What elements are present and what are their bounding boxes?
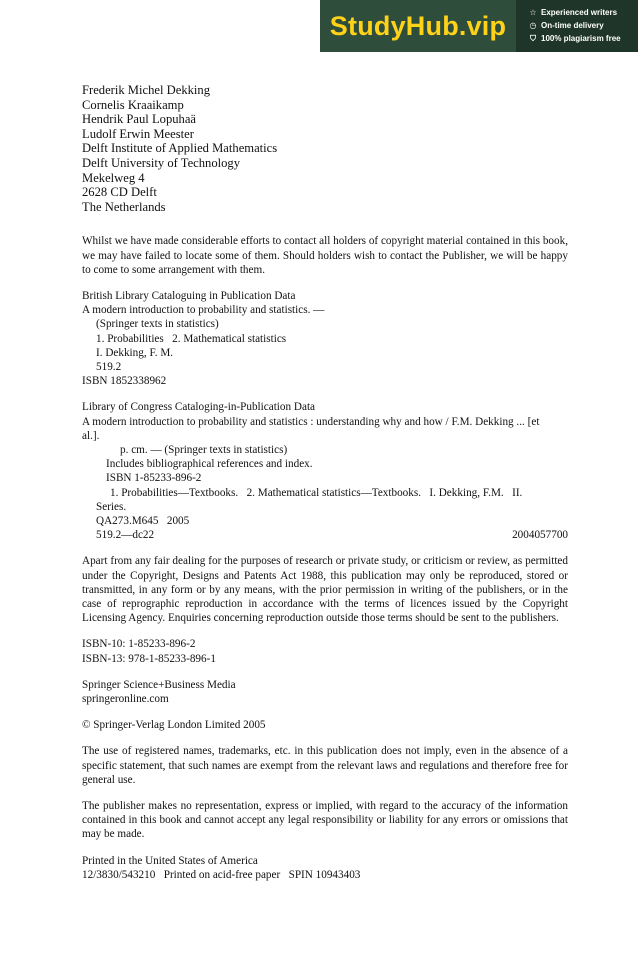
copyright-notice: © Springer-Verlag London Limited 2005 xyxy=(82,719,266,732)
copyright-page xyxy=(82,83,568,882)
bl-heading: British Library Cataloguing in Publication Data xyxy=(82,289,296,302)
publisher-block xyxy=(82,678,568,706)
loc-title-cont: al.]. xyxy=(82,429,100,442)
loc-control-number: 2004057700 xyxy=(512,529,568,542)
copyright-effort-paragraph: Whilst we have made considerable efforts to contact all holders of copyright material contained in this book, we may have failed to locate some of them. Should holders wish to contact the Publisher, we will be happy to come to some arrangement with them. xyxy=(82,235,568,276)
bl-title: A modern introduction to probability and statistics. — xyxy=(82,304,325,317)
loc-title: A modern introduction to probability and statistics : understanding why and how / F.M. Dekking ... [et xyxy=(82,415,540,428)
loc-block xyxy=(82,400,568,542)
author-name: Cornelis Kraaikamp xyxy=(82,97,184,112)
country-line: The Netherlands xyxy=(82,199,166,214)
clock-icon: ◷ xyxy=(529,21,537,30)
bl-class: 519.2 xyxy=(96,360,122,373)
loc-pages: p. cm. — (Springer texts in statistics) xyxy=(120,443,288,456)
trademarks-paragraph: The use of registered names, trademarks, etc. in this publication does not imply, even in the absence of a specific statement, that such names are exempt from the relevant laws and regulations and therefore free for general use. xyxy=(82,745,568,786)
author-name: Ludolf Erwin Meester xyxy=(82,126,194,141)
loc-isbn: ISBN 1-85233-896-2 xyxy=(106,472,202,485)
bl-series: (Springer texts in statistics) xyxy=(96,318,219,331)
brand-logo[interactable]: StudyHub.vip xyxy=(329,10,507,41)
loc-heading: Library of Congress Cataloging-in-Publication Data xyxy=(82,401,316,414)
loc-call-number: QA273.M645 2005 xyxy=(96,515,190,527)
city-line: 2628 CD Delft xyxy=(82,185,157,200)
street-line: Mekelweg 4 xyxy=(82,170,145,185)
isbn-10: ISBN-10: 1-85233-896-2 xyxy=(82,638,196,651)
perk-text: 100% plagiarism free xyxy=(541,34,621,43)
star-icon: ☆ xyxy=(529,8,537,17)
author-address xyxy=(82,83,568,214)
perk-item xyxy=(528,19,638,32)
loc-series: Series. xyxy=(96,500,127,513)
bl-author: I. Dekking, F. M. xyxy=(96,346,174,359)
shield-icon: ⛉ xyxy=(530,33,536,43)
bl-isbn: ISBN 1852338962 xyxy=(82,375,167,388)
author-name: Hendrik Paul Lopuhaä xyxy=(82,112,197,127)
loc-classification: 519.2—dc22 xyxy=(96,529,155,542)
fair-dealing-paragraph: Apart from any fair dealing for the purposes of research or private study, or criticism or review, as permitted under the Copyright, Designs and Patents Act 1988, this publication may only be reproduced, stored or transmitted, in any form or by any means, with the prior permission in writing of the publishers, or in the case of reprographic reproduction in accordance with the terms of licences issued by the Copyright Licensing Agency. Enquiries concerning reproduction outside those terms should be sent to the publishers. xyxy=(82,555,568,625)
isbn-13: ISBN-13: 978-1-85233-896-1 xyxy=(82,652,216,665)
loc-subjects: 1. Probabilities—Textbooks. 2. Mathematical statistics—Textbooks. I. Dekking, F.M. II. xyxy=(110,486,523,499)
perk-text: Experienced writers xyxy=(541,8,618,17)
publisher-name: Springer Science+Business Media xyxy=(82,678,236,691)
bl-subjects: 1. Probabilities 2. Mathematical statistics xyxy=(96,332,287,345)
publisher-website: springeronline.com xyxy=(82,693,169,706)
university-line: Delft University of Technology xyxy=(82,155,241,170)
print-code: 12/3830/543210 Printed on acid-free paper SPIN 10943403 xyxy=(82,868,361,881)
isbn-block xyxy=(82,637,568,665)
printed-in: Printed in the United States of America xyxy=(82,854,258,867)
institute-line: Delft Institute of Applied Mathematics xyxy=(82,141,278,156)
author-name: Frederik Michel Dekking xyxy=(82,83,211,97)
perk-item xyxy=(528,32,638,45)
perk-text: On-time delivery xyxy=(541,21,604,30)
perks-list xyxy=(516,0,638,52)
disclaimer-paragraph: The publisher makes no representation, express or implied, with regard to the accuracy of the information contained in this book and cannot accept any legal responsibility or liability for any errors or omissions that may be made. xyxy=(82,800,568,841)
loc-classification-row xyxy=(82,528,568,542)
loc-includes: Includes bibliographical references and index. xyxy=(106,458,313,471)
british-library-block xyxy=(82,289,568,388)
ad-banner[interactable] xyxy=(320,0,638,52)
perk-item xyxy=(528,6,638,19)
print-info xyxy=(82,854,568,882)
